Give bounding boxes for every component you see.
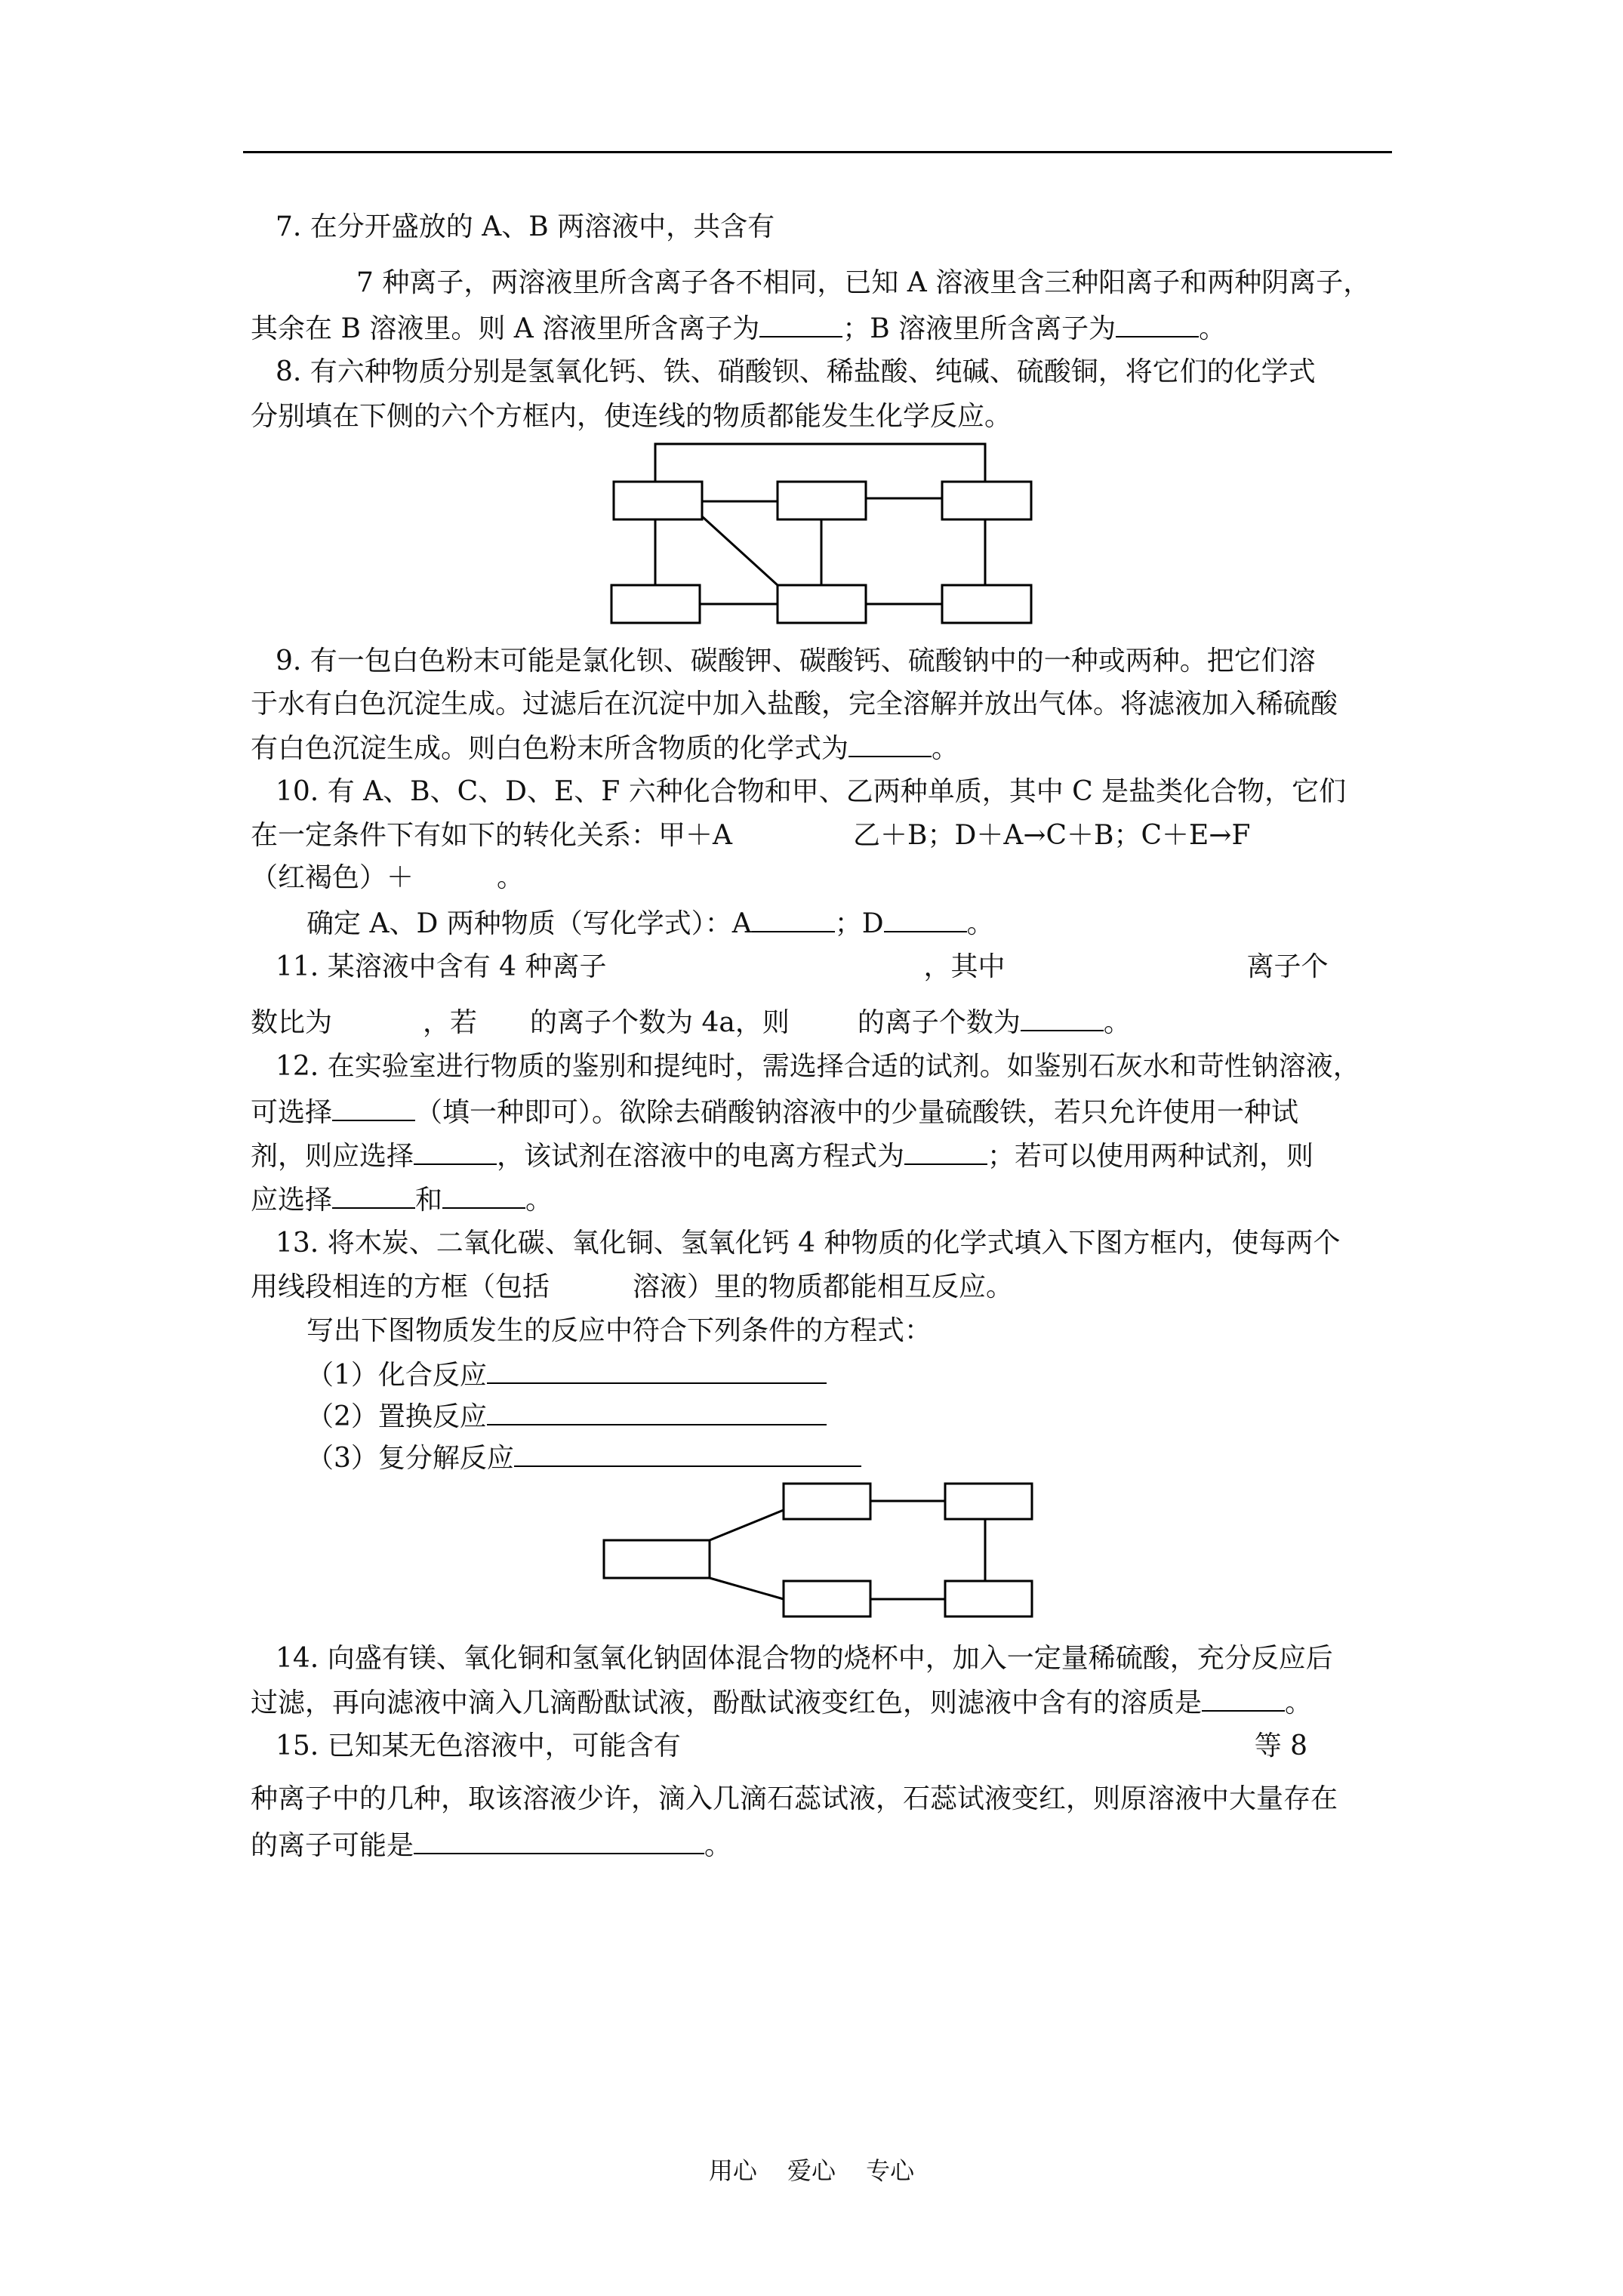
answer-blank[interactable] [414, 1138, 497, 1165]
diagram-box[interactable] [604, 1540, 710, 1578]
q13-line1: 13. 将木炭、二氧化碳、氧化铜、氢氧化钙 4 种物质的化学式填入下图方框内，使每两个 [276, 1228, 1341, 1259]
q10-line2: 在一定条件下有如下的转化关系：甲＋A 乙＋B；D＋A→C＋B；C＋E→F [251, 820, 1251, 851]
diagram-box[interactable] [611, 585, 700, 623]
q15-line3: 的离子可能是 。 [251, 1827, 731, 1863]
q8-line2: 分别填在下侧的六个方框内，使连线的物质都能发生化学反应。 [251, 401, 1012, 432]
answer-blank[interactable] [752, 905, 835, 932]
q12-line4: 应选择 和 。 [251, 1182, 553, 1217]
diagram-box[interactable] [778, 585, 866, 623]
answer-blank[interactable] [1021, 1004, 1104, 1031]
q13-line2: 用线段相连的方框（包括 溶液）里的物质都能相互反应。 [251, 1271, 1014, 1302]
answer-blank[interactable] [332, 1094, 415, 1121]
answer-blank[interactable] [332, 1182, 415, 1209]
q13-item2: （2）置换反应 [306, 1398, 827, 1434]
q10-line4: 确定 A、D 两种物质（写化学式）：A ；D 。 [306, 905, 994, 941]
answer-blank[interactable] [514, 1440, 861, 1467]
q14-line2: 过滤，再向滤液中滴入几滴酚酞试液，酚酞试液变红色，则滤液中含有的溶质是 。 [251, 1684, 1312, 1720]
footer-text: 用心 爱心 专心 [708, 2156, 915, 2185]
diagram-box[interactable] [945, 1581, 1032, 1616]
q15-line2: 种离子中的几种，取该溶液少许，滴入几滴石蕊试液，石蕊试液变红，则原溶液中大量存在 [251, 1783, 1338, 1814]
answer-blank[interactable] [904, 1138, 987, 1165]
diagram-box[interactable] [942, 482, 1031, 519]
q13-item3: （3）复分解反应 [306, 1440, 861, 1475]
q11-line2: 数比为 ，若 的离子个数为 4a，则 的离子个数为 。 [251, 1004, 1131, 1040]
answer-blank[interactable] [848, 730, 932, 757]
q15-line1: 15. 已知某无色溶液中，可能含有 等 8 [276, 1730, 1308, 1761]
q11-line1: 11. 某溶液中含有 4 种离子 ，其中 离子个 [276, 951, 1329, 982]
diagram-box[interactable] [942, 585, 1031, 623]
answer-blank[interactable] [414, 1827, 704, 1854]
diagram-box[interactable] [945, 1484, 1032, 1519]
q12-line3: 剂，则应选择 ，该试剂在溶液中的电离方程式为 ；若可以使用两种试剂，则 [251, 1138, 1313, 1173]
q9-line2: 于水有白色沉淀生成。过滤后在沉淀中加入盐酸，完全溶解并放出气体。将滤液加入稀硫酸 [251, 689, 1338, 720]
q7-line3: 其余在 B 溶液里。则 A 溶液里所含离子为 ；B 溶液里所含离子为 。 [251, 310, 1226, 346]
q9-line1: 9. 有一包白色粉末可能是氯化钡、碳酸钾、碳酸钙、硫酸钠中的一种或两种。把它们溶 [276, 646, 1316, 676]
answer-blank[interactable] [487, 1357, 827, 1384]
q12-line2: 可选择 （填一种即可）。欲除去硝酸钠溶液中的少量硫酸铁，若只允许使用一种试 [251, 1094, 1298, 1130]
answer-blank[interactable] [442, 1182, 525, 1209]
diagram-box[interactable] [778, 482, 866, 519]
answer-blank[interactable] [1116, 310, 1199, 337]
q13-item1: （1）化合反应 [306, 1357, 827, 1392]
q9-line3: 有白色沉淀生成。则白色粉末所含物质的化学式为 。 [251, 730, 959, 766]
q8-line1: 8. 有六种物质分别是氢氧化钙、铁、硝酸钡、稀盐酸、纯碱、硫酸铜，将它们的化学式 [276, 356, 1316, 387]
q7-line1: 7. 在分开盛放的 A、B 两溶液中，共含有 [276, 211, 775, 242]
answer-blank[interactable] [487, 1398, 827, 1425]
answer-blank[interactable] [884, 905, 967, 932]
diagram-box[interactable] [784, 1484, 870, 1519]
diagram-box[interactable] [784, 1581, 870, 1616]
q10-line3: （红褐色）＋ 。 [251, 862, 525, 893]
q10-line1: 10. 有 A、B、C、D、E、F 六种化合物和甲、乙两种单质，其中 C 是盐类化合物，它们 [276, 776, 1347, 807]
q7-line2: 7 种离子，两溶液里所含离子各不相同，已知 A 溶液里含三种阳离子和两种阴离子， [356, 267, 1371, 298]
q13-line3: 写出下图物质发生的反应中符合下列条件的方程式： [306, 1315, 932, 1346]
q12-line1: 12. 在实验室进行物质的鉴别和提纯时，需选择合适的试剂。如鉴别石灰水和苛性钠溶液， [276, 1051, 1360, 1082]
q14-line1: 14. 向盛有镁、氧化铜和氢氧化钠固体混合物的烧杯中，加入一定量稀硫酸，充分反应后 [276, 1643, 1333, 1674]
diagram-box[interactable] [614, 482, 702, 519]
header-rule [243, 151, 1392, 153]
answer-blank[interactable] [1202, 1684, 1285, 1712]
answer-blank[interactable] [759, 310, 842, 337]
